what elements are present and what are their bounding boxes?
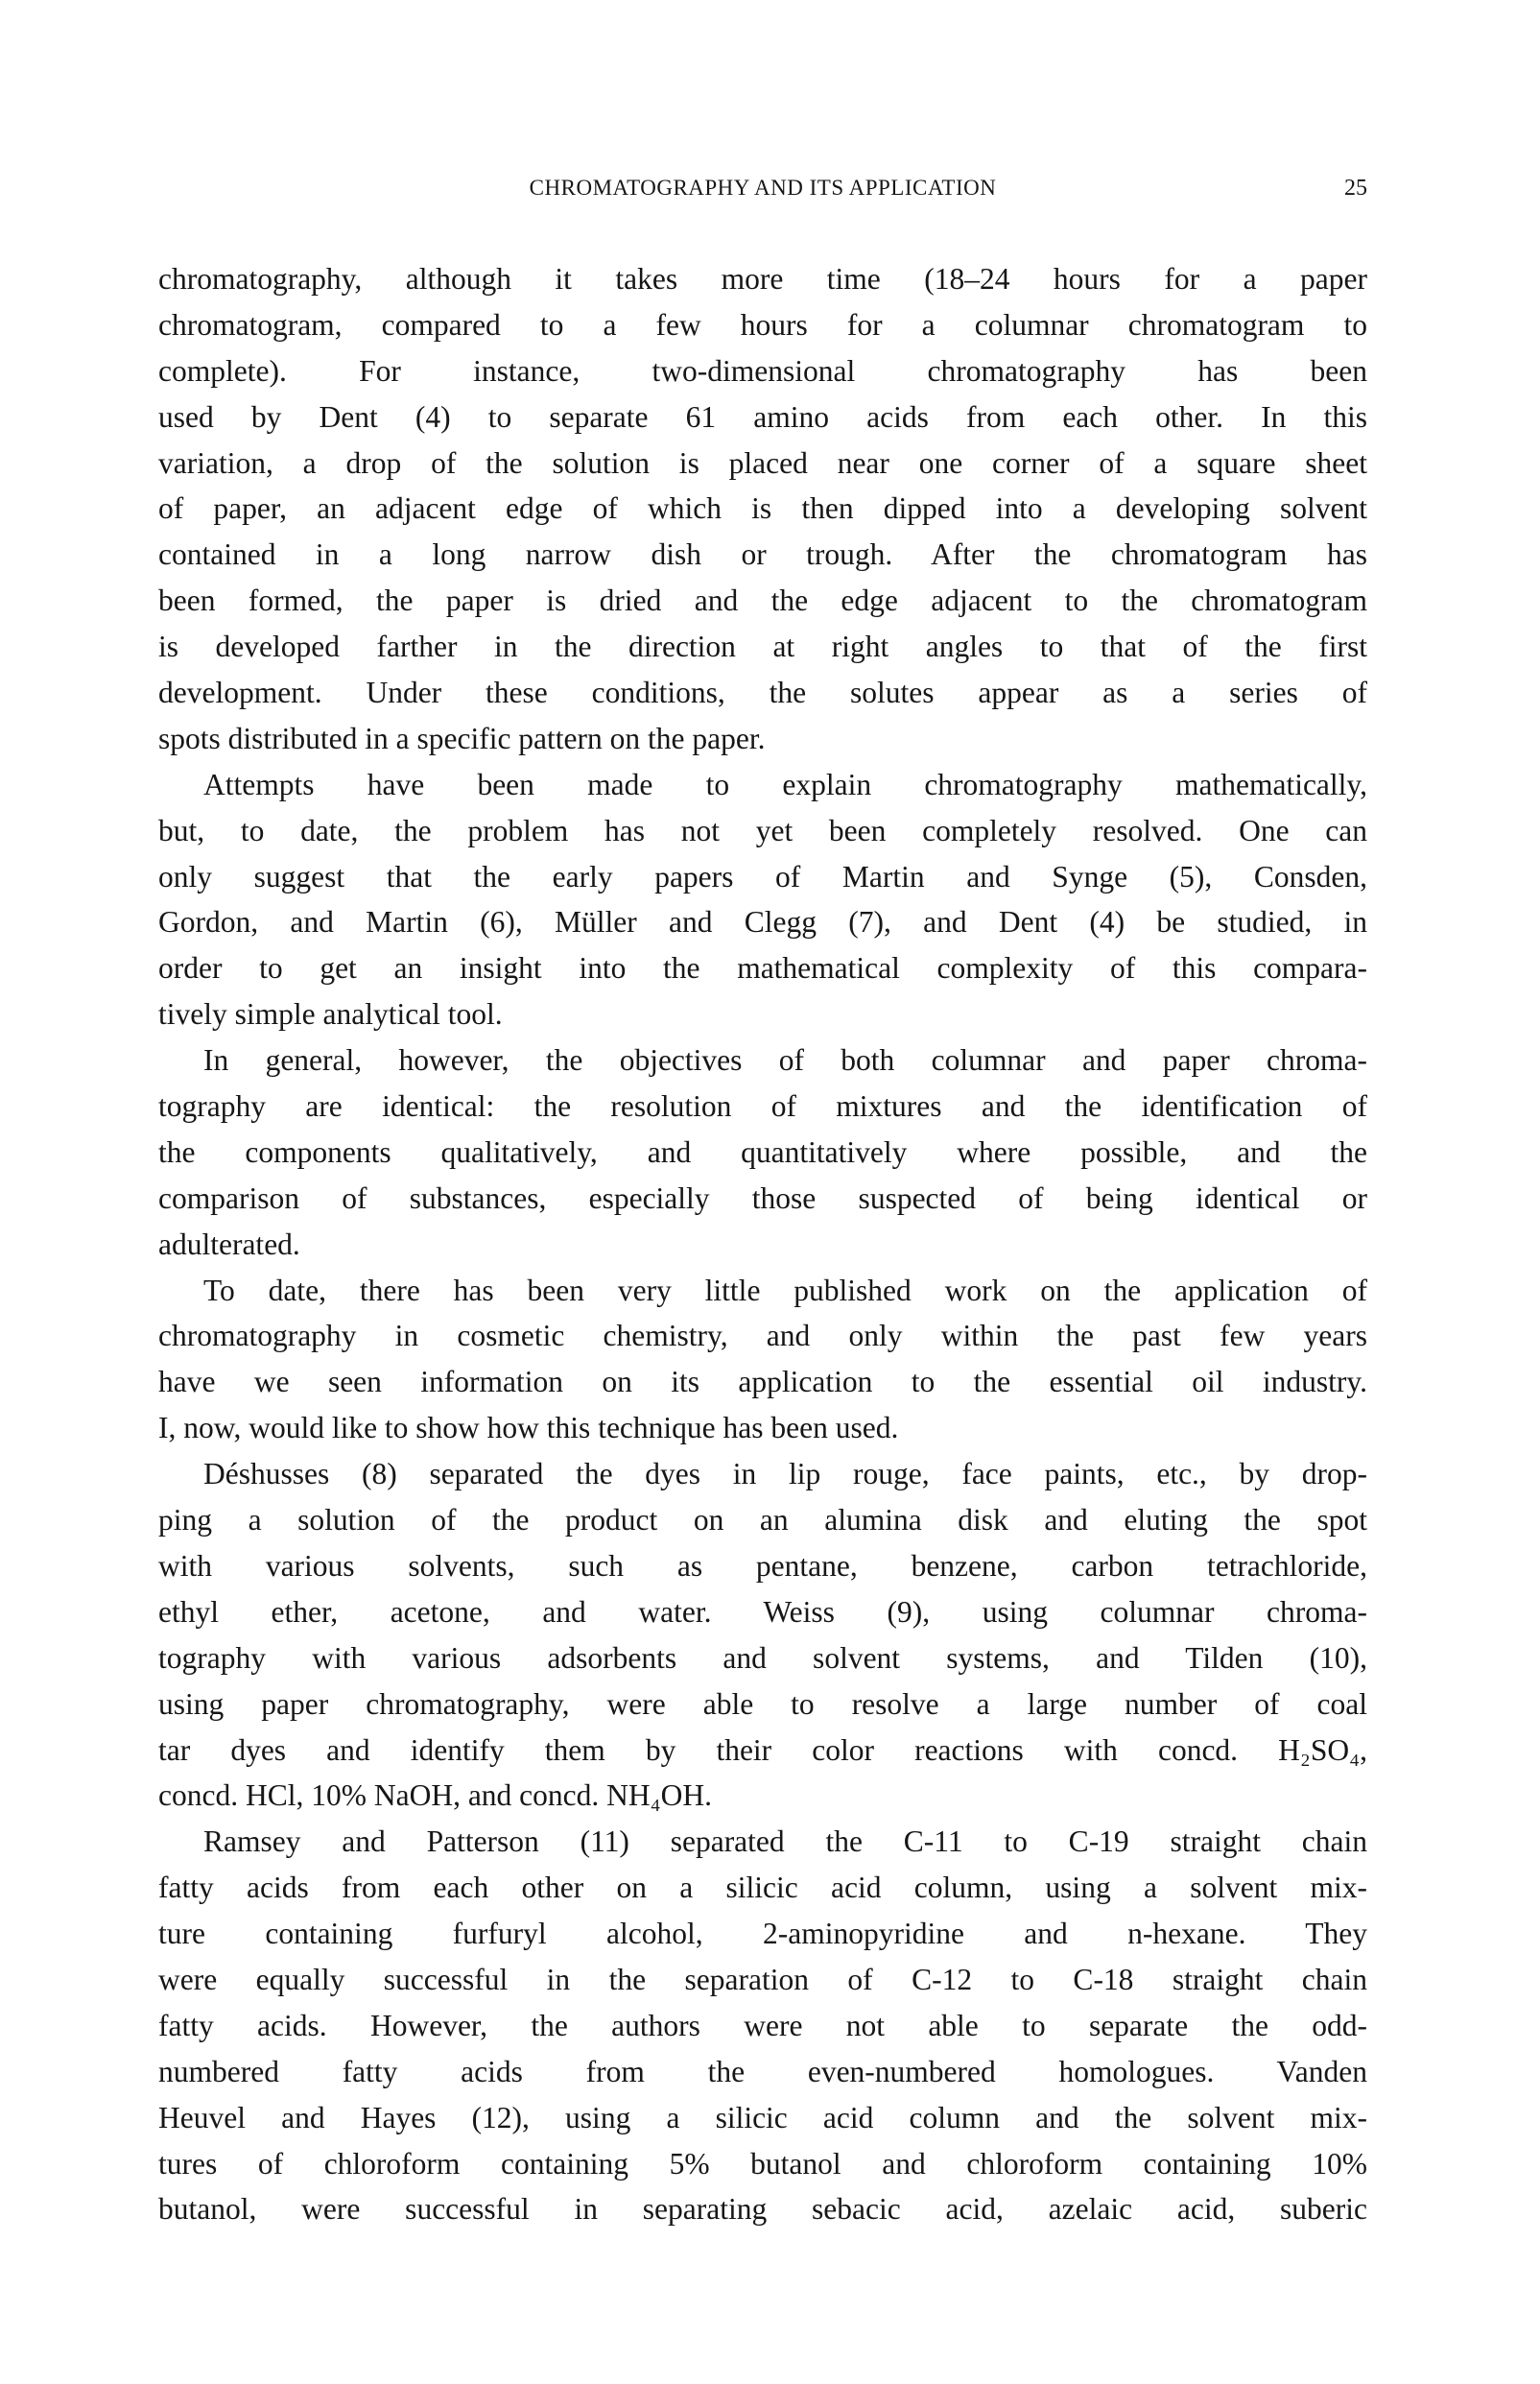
text-line: tar dyes and identify them by their color reactions with concd. H₂SO₄, <box>158 1732 1367 1767</box>
text-line: tively simple analytical tool. <box>158 997 503 1032</box>
page-header <box>158 176 1367 208</box>
text-line: fatty acids. However, the authors were not able to separate the odd- <box>158 2008 1367 2042</box>
paragraph <box>158 256 1367 762</box>
text-line: ture containing furfuryl alcohol, 2-aminopyridine and n-hexane. They <box>158 1917 1367 1951</box>
running-title: CHROMATOGRAPHY AND ITS APPLICATION <box>529 176 997 200</box>
text-line: variation, a drop of the solution is placed near one corner of a square sheet <box>158 445 1367 480</box>
text-line: used by Dent (4) to separate 61 amino acids from each other. In this <box>158 399 1367 434</box>
text-line: adulterated. <box>158 1227 300 1261</box>
paragraph <box>158 762 1367 1037</box>
text-line: contained in a long narrow dish or trough. After the chromatogram has <box>158 537 1367 572</box>
text-line: development. Under these conditions, the solutes appear as a series of <box>158 676 1367 710</box>
text-line: been formed, the paper is dried and the edge adjacent to the chromatogram <box>158 584 1367 618</box>
text-line: is developed farther in the direction at right angles to that of the first <box>158 630 1367 664</box>
text-line: only suggest that the early papers of Martin and Synge (5), Consden, <box>158 859 1367 894</box>
text-line: of paper, an adjacent edge of which is then dipped into a developing solvent <box>158 491 1367 526</box>
text-line: tography with various adsorbents and solvent systems, and Tilden (10), <box>158 1640 1367 1675</box>
text-line: I, now, would like to show how this technique has been used. <box>158 1411 899 1445</box>
text-line: have we seen information on its application to the essential oil industry. <box>158 1365 1367 1399</box>
text-line: chromatography, although it takes more time (18–24 hours for a paper <box>158 262 1367 296</box>
text-line: order to get an insight into the mathematical complexity of this compara- <box>158 951 1367 986</box>
text-line: ping a solution of the product on an alumina disk and eluting the spot <box>158 1503 1367 1538</box>
text-line: using paper chromatography, were able to resolve a large number of coal <box>158 1686 1367 1721</box>
text-line: chromatography in cosmetic chemistry, and only within the past few years <box>158 1319 1367 1353</box>
text-line: concd. HCl, 10% NaOH, and concd. NH₄OH. <box>158 1778 712 1813</box>
text-line: were equally successful in the separation of C-12 to C-18 straight chain <box>158 1962 1367 1996</box>
text-line: spots distributed in a specific pattern on the paper. <box>158 721 766 755</box>
text-line: complete). For instance, two-dimensional chromatography has been <box>158 353 1367 388</box>
text-line: tography are identical: the resolution of mixtures and the identification of <box>158 1089 1367 1124</box>
text-line: but, to date, the problem has not yet been completely resolved. One can <box>158 813 1367 847</box>
text-line: Déshusses (8) separated the dyes in lip rouge, face paints, etc., by drop- <box>203 1457 1367 1491</box>
text-line: chromatogram, compared to a few hours for a columnar chromatogram to <box>158 307 1367 342</box>
body-text <box>158 256 1367 2232</box>
text-line: To date, there has been very little published work on the application of <box>203 1273 1367 1307</box>
text-line: Ramsey and Patterson (11) separated the C-11 to C-19 straight chain <box>203 1824 1367 1859</box>
text-line: Heuvel and Hayes (12), using a silicic acid column and the solvent mix- <box>158 2100 1367 2134</box>
text-line: butanol, were successful in separating sebacic acid, azelaic acid, suberic <box>158 2192 1367 2227</box>
paragraph <box>158 1037 1367 1267</box>
paragraph <box>158 1819 1367 2232</box>
text-line: ethyl ether, acetone, and water. Weiss (9), using columnar chroma- <box>158 1594 1367 1629</box>
text-line: In general, however, the objectives of both columnar and paper chroma- <box>203 1043 1367 1078</box>
paragraph <box>158 1451 1367 1819</box>
text-line: Gordon, and Martin (6), Müller and Clegg (7), and Dent (4) be studied, in <box>158 905 1367 940</box>
text-line: fatty acids from each other on a silicic acid column, using a solvent mix- <box>158 1871 1367 1905</box>
text-line: numbered fatty acids from the even-numbered homologues. Vanden <box>158 2054 1367 2088</box>
paragraph <box>158 1268 1367 1452</box>
text-line: comparison of substances, especially those suspected of being identical or <box>158 1180 1367 1215</box>
text-line: tures of chloroform containing 5% butanol and chloroform containing 10% <box>158 2146 1367 2181</box>
text-line: the components qualitatively, and quantitatively where possible, and the <box>158 1134 1367 1169</box>
text-line: Attempts have been made to explain chromatography mathematically, <box>203 767 1367 801</box>
text-line: with various solvents, such as pentane, benzene, carbon tetrachloride, <box>158 1548 1367 1583</box>
page-number: 25 <box>1344 176 1367 201</box>
